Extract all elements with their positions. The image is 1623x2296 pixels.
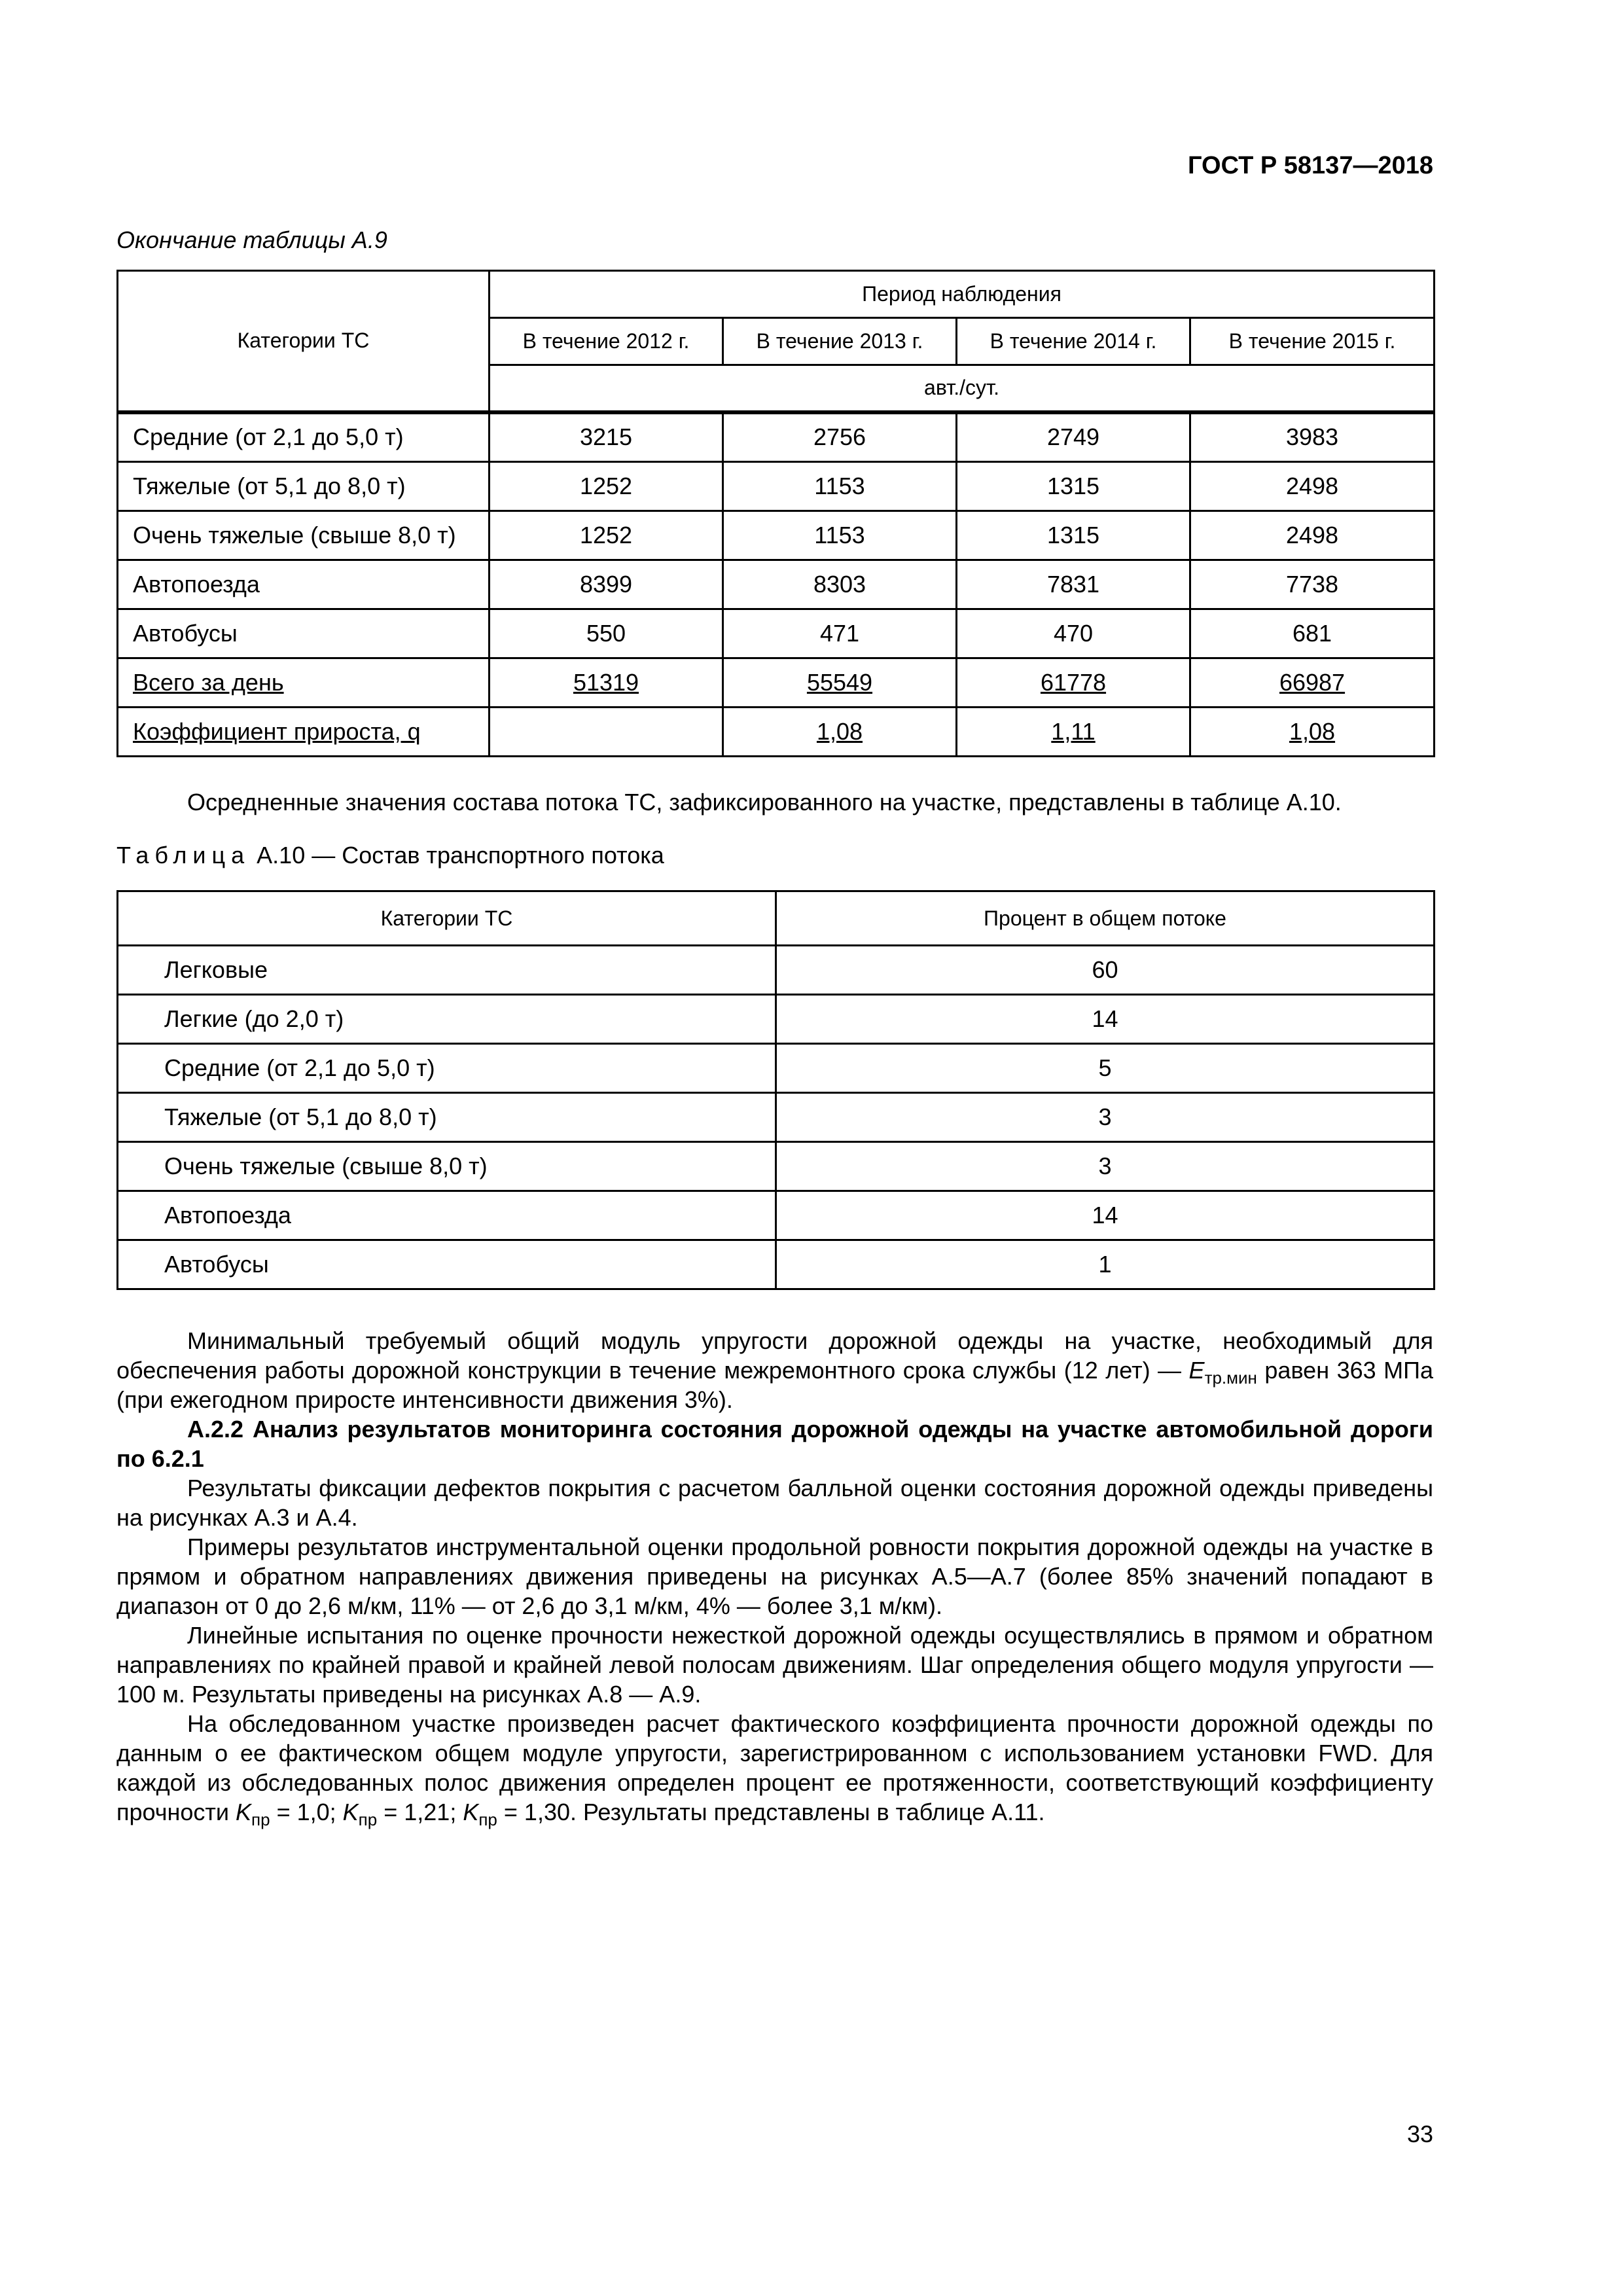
paragraph-defects: Результаты фиксации дефектов покрытия с расчетом балльной оценки состояния дорожной одежды приведены на рисунках А.3 и А.4. [116, 1475, 1433, 1531]
table-row [118, 1044, 1435, 1093]
cell-value: 1252 [490, 462, 723, 511]
cell-value: 60 [776, 946, 1435, 995]
paragraph-linear-tests: Линейные испытания по оценке прочности нежесткой дорожной одежды осуществлялись в прямом и обратном направлениях по крайней правой и крайней левой полосам движениям. Шаг определения общего модуля упругости — 100 м. Результаты приведены на рисунках А.8 — А.9. [116, 1622, 1433, 1708]
cell-value: 1,08 [723, 708, 957, 757]
row-label: Автопоезда [118, 560, 490, 609]
row-label: Коэффициент прироста, q [118, 708, 490, 757]
table-a10-col2-header: Процент в общем потоке [776, 891, 1435, 946]
cell-value: 2498 [1190, 511, 1435, 560]
paragraph-evenness: Примеры результатов инструментальной оценки продольной ровности покрытия дорожной одежды на участке в прямом и обратном направлениях движения приведены на рисунках А.5—А.7 (более 85% значений попадают в диапазон от 0 до 2,6 м/км, 11% — от 2,6 до 3,1 м/км, 4% — более 3,1 м/км). [116, 1534, 1433, 1619]
cell-value: 8303 [723, 560, 957, 609]
table-a9-period-2013: В течение 2013 г. [723, 318, 957, 365]
symbol-k-subscript: пр [358, 1810, 378, 1829]
cell-value: 1315 [957, 462, 1190, 511]
text-run: = 1,21; [377, 1799, 463, 1825]
cell-value: 1153 [723, 462, 957, 511]
row-label: Средние (от 2,1 до 5,0 т) [118, 1044, 776, 1093]
table-row-total [118, 658, 1435, 708]
row-label: Автопоезда [118, 1191, 776, 1240]
cell-value: 66987 [1190, 658, 1435, 708]
row-label: Очень тяжелые (свыше 8,0 т) [118, 511, 490, 560]
symbol-k-subscript: пр [478, 1810, 497, 1829]
symbol-e: E [1188, 1357, 1205, 1384]
table-a9-unit: авт./сут. [490, 365, 1435, 412]
table-a9-period-2014: В течение 2014 г. [957, 318, 1190, 365]
cell-value [490, 708, 723, 757]
row-label: Автобусы [118, 609, 490, 658]
table-row [118, 995, 1435, 1044]
text-run: = 1,0; [270, 1799, 343, 1825]
page-number: 33 [1406, 2121, 1433, 2147]
cell-value: 1315 [957, 511, 1190, 560]
symbol-k-subscript: пр [251, 1810, 270, 1829]
cell-value: 14 [776, 1191, 1435, 1240]
section-heading-a22: А.2.2 Анализ результатов мониторинга состояния дорожной одежды на участке автомобильной дороги по 6.2.1 [116, 1416, 1433, 1472]
table-row [118, 1142, 1435, 1191]
table-row [118, 1240, 1435, 1289]
table-a9-period-header: Период наблюдения [490, 271, 1435, 318]
table-row [118, 1093, 1435, 1142]
symbol-k: K [236, 1799, 252, 1825]
table-a9-continuation-caption: Окончание таблицы А.9 [116, 226, 387, 253]
cell-value: 2756 [723, 412, 957, 462]
table-a9 [116, 270, 1435, 757]
row-label: Автобусы [118, 1240, 776, 1289]
cell-value: 3215 [490, 412, 723, 462]
table-a9-period-2012: В течение 2012 г. [490, 318, 723, 365]
cell-value: 14 [776, 995, 1435, 1044]
row-label: Всего за день [118, 658, 490, 708]
row-label: Средние (от 2,1 до 5,0 т) [118, 412, 490, 462]
text-run: = 1,30. Результаты представлены в таблице А.11. [497, 1799, 1045, 1825]
cell-value: 1153 [723, 511, 957, 560]
table-row [118, 412, 1435, 462]
table-a10-caption [116, 842, 664, 869]
cell-value: 550 [490, 609, 723, 658]
text-run: Минимальный требуемый общий модуль упругости дорожной одежды на участке, необходимый для обеспечения работы дорожной конструкции в течение межремонтного срока службы (12 лет) — [116, 1327, 1433, 1384]
table-row [118, 511, 1435, 560]
cell-value: 7831 [957, 560, 1190, 609]
cell-value: 1252 [490, 511, 723, 560]
cell-value: 3 [776, 1093, 1435, 1142]
table-row [118, 1191, 1435, 1240]
table-a9-category-header: Категории ТС [118, 271, 490, 412]
symbol-e-subscript: тр.мин [1204, 1368, 1257, 1388]
cell-value: 1,11 [957, 708, 1190, 757]
paragraph-min-modulus [116, 1326, 1433, 1414]
cell-value: 3983 [1190, 412, 1435, 462]
table-a10 [116, 890, 1435, 1290]
cell-value: 1 [776, 1240, 1435, 1289]
row-label: Тяжелые (от 5,1 до 8,0 т) [118, 1093, 776, 1142]
cell-value: 470 [957, 609, 1190, 658]
table-a10-caption-word: Таблица [116, 842, 251, 869]
cell-value: 55549 [723, 658, 957, 708]
paragraph-fwd [116, 1709, 1433, 1827]
symbol-k: K [463, 1799, 479, 1825]
cell-value: 5 [776, 1044, 1435, 1093]
standard-id: ГОСТ Р 58137—2018 [1188, 152, 1433, 179]
cell-value: 2498 [1190, 462, 1435, 511]
text-run: равен 363 МПа (при ежегодном приросте интенсивности движения 3%). [116, 1357, 1434, 1413]
cell-value: 8399 [490, 560, 723, 609]
table-row [118, 609, 1435, 658]
table-row [118, 946, 1435, 995]
cell-value: 3 [776, 1142, 1435, 1191]
table-a9-period-2015: В течение 2015 г. [1190, 318, 1435, 365]
cell-value: 51319 [490, 658, 723, 708]
cell-value: 61778 [957, 658, 1190, 708]
row-label: Легковые [118, 946, 776, 995]
cell-value: 7738 [1190, 560, 1435, 609]
cell-value: 2749 [957, 412, 1190, 462]
table-a10-caption-text: А.10 — Состав транспортного потока [257, 842, 664, 869]
text-run: На обследованном участке произведен расчет фактического коэффициента прочности дорожной одежды по данным о ее фактическом общем модуле упругости, зарегистрированном с использованием установки FWD. Для каждой из обследованных полос движения определен процент ее протяженности, соответствующий коэффициенту прочности [116, 1710, 1433, 1825]
cell-value: 681 [1190, 609, 1435, 658]
cell-value: 471 [723, 609, 957, 658]
table-row [118, 462, 1435, 511]
row-label: Очень тяжелые (свыше 8,0 т) [118, 1142, 776, 1191]
table-row-growth [118, 708, 1435, 757]
symbol-k: K [342, 1799, 359, 1825]
row-label: Тяжелые (от 5,1 до 8,0 т) [118, 462, 490, 511]
row-label: Легкие (до 2,0 т) [118, 995, 776, 1044]
paragraph-intro-a10: Осредненные значения состава потока ТС, зафиксированного на участке, представлены в таблице А.10. [187, 789, 1342, 816]
table-a10-col1-header: Категории ТС [118, 891, 776, 946]
table-row [118, 560, 1435, 609]
cell-value: 1,08 [1190, 708, 1435, 757]
